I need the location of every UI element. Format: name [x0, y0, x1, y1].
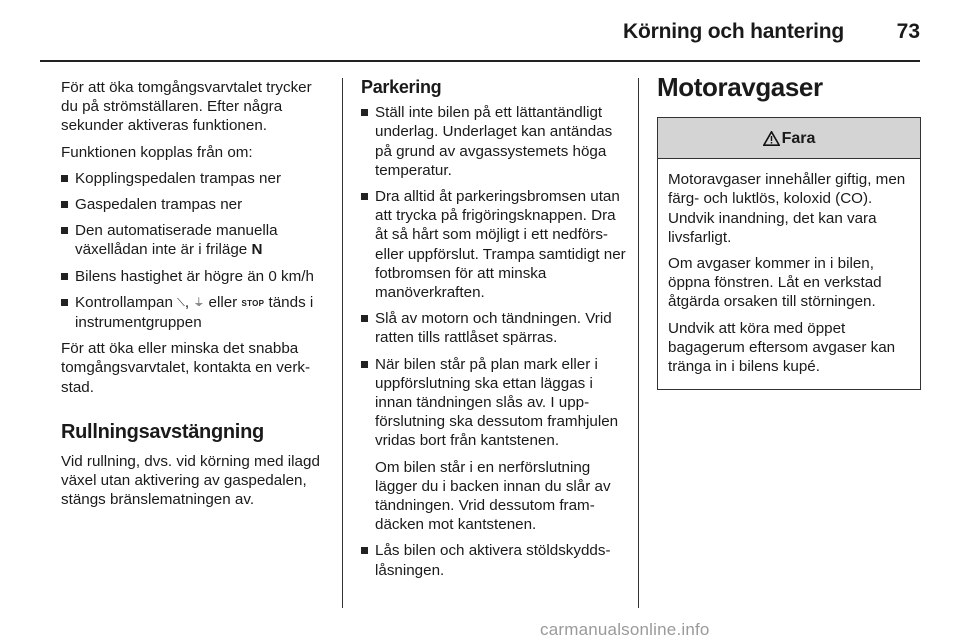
- warning-header: [658, 118, 920, 159]
- warning-triangle-icon: [763, 131, 780, 146]
- warning-paragraph: Undvik att köra med öppet bagagerum eftersom avgaser kan tränga in i bilens kupé.: [668, 319, 896, 376]
- paragraph: Funktionen kopplas från om:: [61, 143, 253, 161]
- section-heading: Motoravgaser: [657, 72, 823, 102]
- section-heading: Rullningsavstängning: [61, 420, 264, 443]
- header-divider: [40, 60, 920, 62]
- control-lamp-icon: ⟍: [177, 296, 185, 309]
- list-item: Ställ inte bilen på ett lättantändligt underlag. Underlaget kan antändas på grund av avgassystemets höga temperatur.: [361, 103, 626, 180]
- list-item: Den automatiserade manuella växellådan inte är i friläge N: [61, 221, 329, 259]
- bullet-list: [361, 103, 626, 580]
- list-item: Slå av motorn och tändningen. Vrid ratten tills rattlåset spärras.: [361, 309, 626, 347]
- list-item: Bilens hastighet är högre än 0 km/h: [61, 267, 329, 286]
- gear-letter: N: [251, 241, 263, 259]
- bullet-list: [61, 169, 329, 332]
- stop-lamp-icon: STOP: [241, 298, 265, 308]
- column-divider: [342, 78, 343, 608]
- page-number: 73: [896, 20, 920, 43]
- watermark: carmanualsonline.info: [540, 620, 710, 639]
- warning-paragraph: Om avgaser kommer in i bilen, öppna fönstren. Låt en verkstad åtgärda orsaken till störningen.: [668, 255, 882, 311]
- warning-title: Fara: [781, 129, 816, 147]
- paragraph: För att öka eller minska det snabba tomgångsvarvtalet, kontakta en verkstad.: [61, 340, 311, 396]
- section-heading: Parkering: [361, 77, 442, 97]
- column-left: [61, 78, 329, 517]
- engine-lamp-icon: ⏚: [193, 296, 205, 309]
- section-title: Körning och hantering: [623, 20, 844, 43]
- list-item: Gaspedalen trampas ner: [61, 195, 329, 214]
- warning-body: [658, 159, 920, 389]
- page-header: [0, 0, 960, 62]
- column-middle: [361, 78, 626, 587]
- warning-paragraph: Motoravgaser innehåller giftig, men färg- och luktlös, koloxid (CO). Undvik inandning, det kan vara livsfarligt.: [668, 171, 906, 246]
- column-right: [657, 72, 919, 390]
- list-item: När bilen står på plan mark eller i uppförslutning ska ettan läggas i innan tändningen slås av. I uppförslutning ska dessutom framhjulen vridas bort från kantstenen. Om bilen står i en nerförslutning lägger du i backen innan du slår av tändningen. Vrid dessutom framdäcken mot kantstenen.: [361, 355, 626, 535]
- list-item-subparagraph: Om bilen står i en nerförslutning lägger du i backen innan du slår av tändningen. Vrid dessutom framdäcken mot kantstenen.: [375, 458, 611, 534]
- list-item: Kontrollampan ⟍, ⏚ eller STOP tänds i instrumentgruppen: [61, 293, 329, 332]
- paragraph: För att öka tomgångsvarvtalet trycker du på strömställaren. Efter några sekunder aktiveras funktionen.: [61, 79, 312, 135]
- list-item: Dra alltid åt parkeringsbromsen utan att trycka på frigöringsknappen. Dra åt så hårt som möjligt i ett nedförs- eller uppförslut. Trampa samtidigt ner fotbromsen för att minska manöverkraften.: [361, 187, 626, 302]
- column-divider: [638, 78, 639, 608]
- list-item: Lås bilen och aktivera stöldskyddslåsningen.: [361, 541, 626, 579]
- list-item: Kopplingspedalen trampas ner: [61, 169, 329, 188]
- warning-box: [657, 117, 921, 390]
- paragraph: Vid rullning, dvs. vid körning med ilagd växel utan aktivering av gaspedalen, stängs bränslematningen av.: [61, 453, 320, 509]
